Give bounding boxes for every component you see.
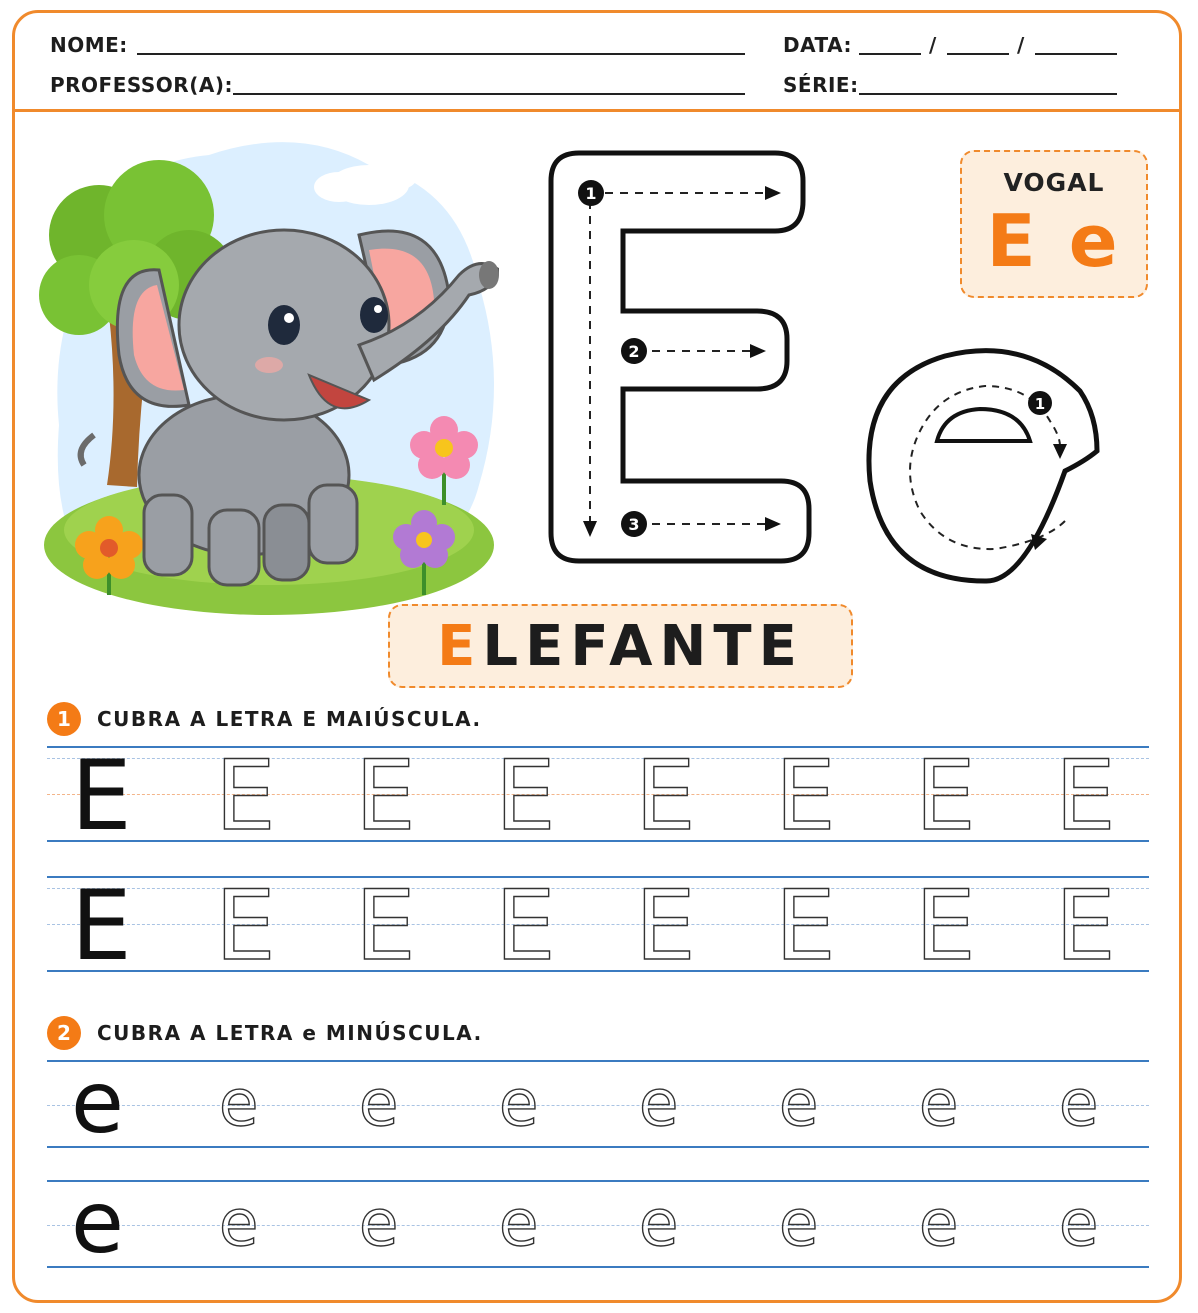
worksheet	[12, 10, 1182, 1303]
trace-letter[interactable]: e	[639, 1187, 679, 1261]
trace-letter[interactable]: E	[495, 740, 556, 852]
trace-letter[interactable]: E	[215, 740, 276, 852]
date-separator: /	[929, 33, 937, 57]
trace-letter[interactable]: e	[499, 1067, 539, 1141]
name-label: NOME:	[50, 33, 128, 57]
model-letter: e	[71, 1053, 124, 1153]
trace-letter[interactable]: e	[219, 1067, 259, 1141]
trace-letter[interactable]: e	[359, 1187, 399, 1261]
trace-letter[interactable]: e	[219, 1187, 259, 1261]
trace-letter[interactable]: E	[635, 870, 696, 982]
word-rest: LEFANTE	[482, 614, 804, 679]
lowercase-e-outline	[869, 351, 1097, 581]
trace-letter[interactable]: e	[639, 1067, 679, 1141]
grade-label: SÉRIE:	[783, 73, 859, 97]
grade-field[interactable]	[859, 93, 1117, 95]
trace-letter[interactable]: e	[1059, 1187, 1099, 1261]
instruction-1	[47, 702, 482, 736]
trace-letter[interactable]: E	[915, 740, 976, 852]
model-letter: E	[71, 870, 132, 982]
trace-letter[interactable]: E	[215, 870, 276, 982]
svg-text:1: 1	[585, 184, 597, 203]
lowercase-practice-row[interactable]	[47, 1053, 1149, 1153]
trace-letter[interactable]: E	[355, 740, 416, 852]
trace-letter[interactable]: E	[915, 870, 976, 982]
step-marker-1	[578, 180, 604, 206]
trace-letter[interactable]: E	[775, 740, 836, 852]
trace-letter[interactable]: e	[1059, 1067, 1099, 1141]
trace-letter[interactable]: e	[779, 1187, 819, 1261]
model-letter: e	[71, 1173, 124, 1273]
vowel-card	[960, 150, 1148, 298]
step-marker-1	[1028, 391, 1052, 415]
instruction-text: CUBRA A LETRA E MAIÚSCULA.	[97, 707, 482, 731]
step-number-badge: 2	[47, 1016, 81, 1050]
date-year-field[interactable]	[1035, 53, 1117, 55]
trace-letter[interactable]: e	[919, 1067, 959, 1141]
trace-letter[interactable]: E	[635, 740, 696, 852]
svg-text:2: 2	[628, 342, 640, 361]
trace-letter[interactable]: E	[1055, 870, 1116, 982]
lowercase-practice-row[interactable]	[47, 1173, 1149, 1273]
trace-letter[interactable]: E	[1055, 740, 1116, 852]
svg-text:1: 1	[1034, 395, 1046, 413]
teacher-label: PROFESSOR(A):	[50, 73, 233, 97]
trace-letter[interactable]: E	[775, 870, 836, 982]
word-card	[388, 604, 853, 688]
trace-letter[interactable]: E	[355, 870, 416, 982]
model-letter: E	[71, 740, 132, 852]
trace-letter[interactable]: e	[919, 1187, 959, 1261]
name-field[interactable]	[137, 53, 745, 55]
uppercase-practice-row[interactable]	[47, 870, 1149, 982]
word-first-letter: E	[437, 614, 483, 679]
step-marker-2	[621, 338, 647, 364]
svg-text:3: 3	[628, 515, 640, 534]
trace-letter[interactable]: e	[779, 1067, 819, 1141]
trace-letter[interactable]: e	[359, 1067, 399, 1141]
date-day-field[interactable]	[859, 53, 921, 55]
uppercase-practice-row[interactable]	[47, 740, 1149, 852]
step-number-badge: 1	[47, 702, 81, 736]
elephant-illustration	[39, 125, 499, 615]
instruction-text: CUBRA A LETRA e MINÚSCULA.	[97, 1021, 483, 1045]
step-marker-3	[621, 511, 647, 537]
teacher-field[interactable]	[233, 93, 745, 95]
vowel-card-label: VOGAL	[1003, 168, 1105, 197]
trace-letter[interactable]: e	[499, 1187, 539, 1261]
trace-letter[interactable]: E	[495, 870, 556, 982]
header-divider	[15, 109, 1179, 112]
vowel-card-letters: E e	[986, 199, 1122, 283]
date-month-field[interactable]	[947, 53, 1009, 55]
instruction-2	[47, 1016, 483, 1050]
date-label: DATA:	[783, 33, 852, 57]
date-separator: /	[1017, 33, 1025, 57]
